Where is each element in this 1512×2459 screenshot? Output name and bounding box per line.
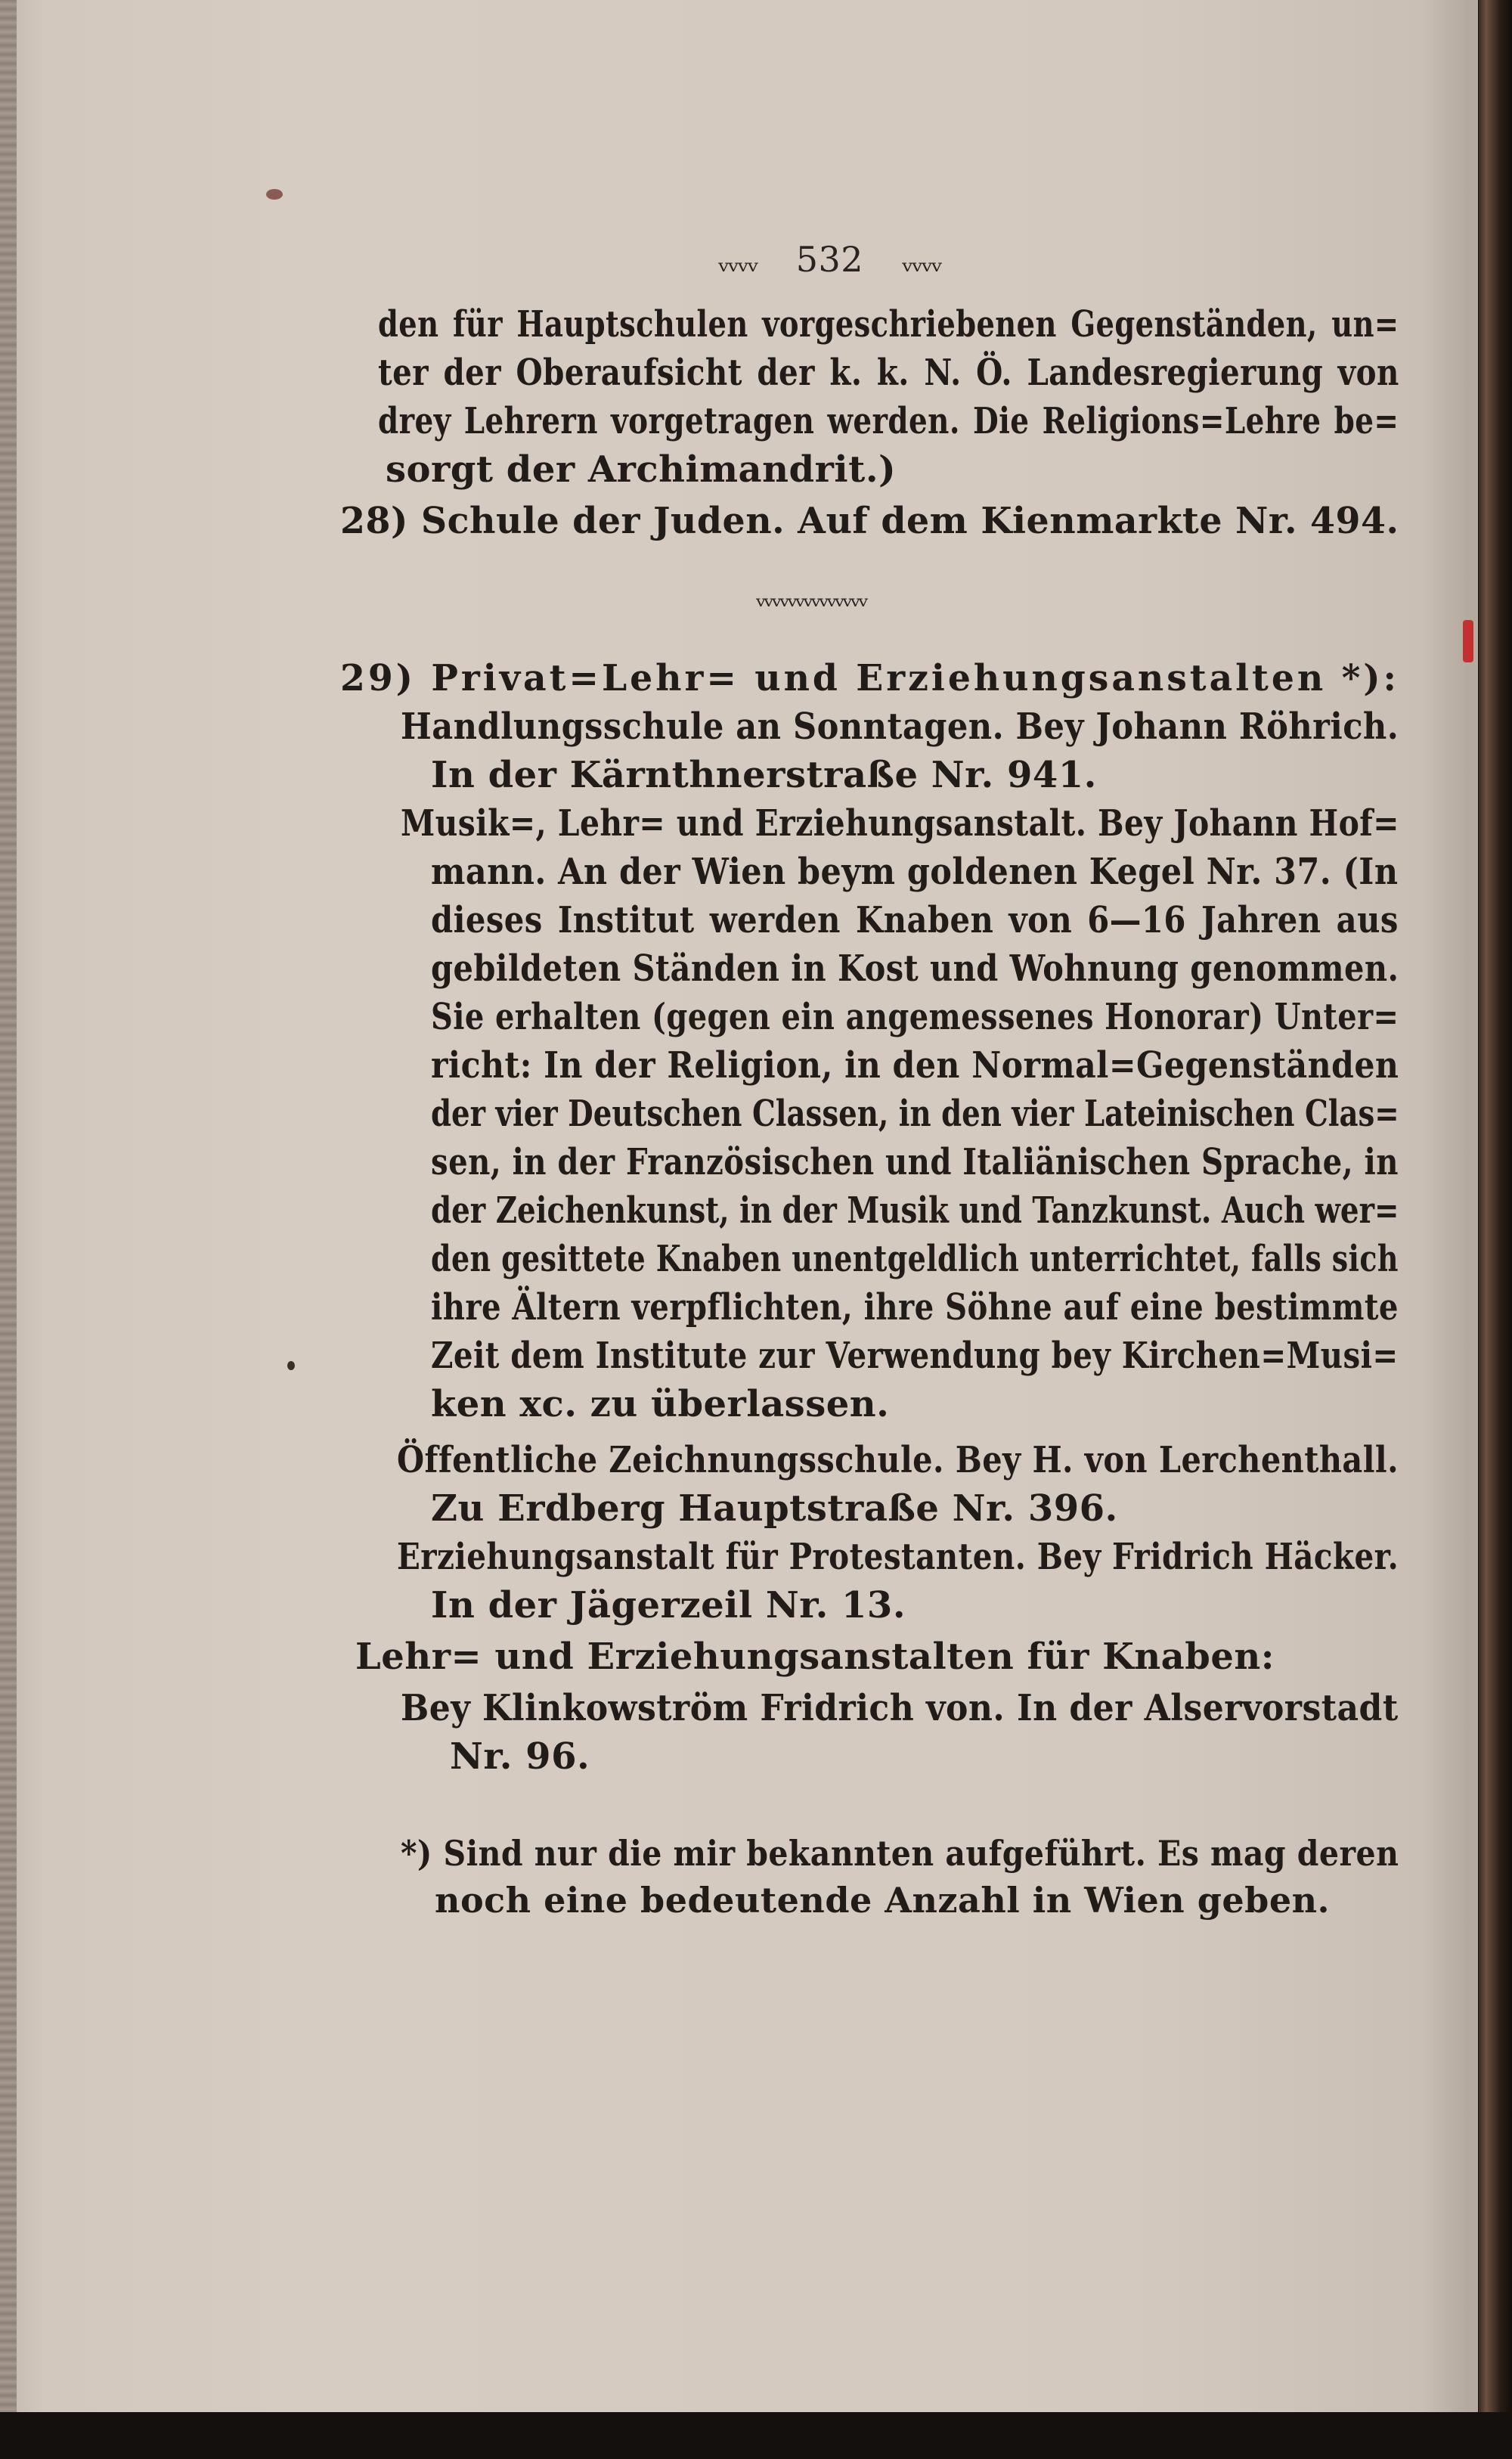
text-line: der vier Deutschen Classen, in den vier Lateinischen Clas= bbox=[431, 1093, 1399, 1135]
header-ornament-left: ᵥᵥᵥᵥ bbox=[718, 244, 758, 279]
subheading: Lehr= und Erziehungsanstalten für Knaben: bbox=[355, 1636, 1275, 1678]
text-line: Sie erhalten (gegen ein angemessenes Honorar) Unter= bbox=[431, 996, 1399, 1038]
entry-heading: 28) Schule der Juden. Auf dem Kienmarkte Nr. 494. bbox=[340, 500, 1399, 542]
text-line: Handlungsschule an Sonntagen. Bey Johann Röhrich. bbox=[401, 705, 1399, 748]
text-line: Bey Klinkowström Fridrich von. In der Alservorstadt bbox=[401, 1687, 1399, 1729]
paper-stain bbox=[266, 189, 283, 200]
text-line: ihre Ältern verpflichten, ihre Söhne auf eine bestimmte bbox=[431, 1286, 1399, 1329]
text-line: In der Jägerzeil Nr. 13. bbox=[431, 1584, 906, 1626]
text-line: Zeit dem Institute zur Verwendung bey Kirchen=Musi= bbox=[431, 1335, 1399, 1377]
book-binding bbox=[1479, 0, 1512, 2459]
text-line: Erziehungsanstalt für Protestanten. Bey Fridrich Häcker. bbox=[397, 1536, 1399, 1578]
red-mark bbox=[1463, 620, 1473, 662]
text-line: den für Hauptschulen vorgeschriebenen Gegenständen, un= bbox=[378, 303, 1399, 346]
entry-heading: 29) Privat=Lehr= und Erziehungsanstalten *): bbox=[340, 657, 1399, 699]
section-divider: ᵥᵥᵥᵥᵥᵥᵥᵥᵥᵥᵥᵥᵥᵥ bbox=[756, 582, 866, 613]
text-line: Zu Erdberg Hauptstraße Nr. 396. bbox=[431, 1487, 1118, 1530]
footnote-line: noch eine bedeutende Anzahl in Wien geben. bbox=[435, 1880, 1331, 1921]
header-ornament-right: ᵥᵥᵥᵥ bbox=[902, 244, 941, 279]
text-line: dieses Institut werden Knaben von 6—16 Jahren aus bbox=[431, 899, 1399, 941]
page-number: 532 bbox=[795, 239, 864, 280]
text-line: In der Kärnthnerstraße Nr. 941. bbox=[431, 754, 1097, 796]
page-header bbox=[718, 236, 941, 285]
ink-dot bbox=[287, 1361, 295, 1370]
text-line: richt: In der Religion, in den Normal=Gegenständen bbox=[431, 1044, 1399, 1087]
text-line: mann. An der Wien beym goldenen Kegel Nr. 37. (In bbox=[431, 851, 1399, 893]
text-line: der Zeichenkunst, in der Musik und Tanzkunst. Auch wer= bbox=[431, 1189, 1399, 1232]
text-line: Musik=, Lehr= und Erziehungsanstalt. Bey Johann Hof= bbox=[401, 802, 1399, 845]
footnote-line: *) Sind nur die mir bekannten aufgeführt. Es mag deren bbox=[401, 1833, 1399, 1874]
page-edge bbox=[0, 0, 17, 2412]
text-line: sorgt der Archimandrit.) bbox=[386, 448, 897, 491]
text-line: ken xc. zu überlassen. bbox=[431, 1383, 890, 1425]
text-line: gebildeten Ständen in Kost und Wohnung genommen. bbox=[431, 947, 1399, 990]
text-line: Nr. 96. bbox=[450, 1735, 590, 1778]
text-line: ter der Oberaufsicht der k. k. N. Ö. Landesregierung von bbox=[378, 352, 1399, 394]
text-line: drey Lehrern vorgetragen werden. Die Religions=Lehre be= bbox=[378, 400, 1399, 442]
bottom-shadow bbox=[0, 2412, 1512, 2459]
text-line: den gesittete Knaben unentgeldlich unterrichtet, falls sich bbox=[431, 1238, 1399, 1280]
text-line: Öffentliche Zeichnungsschule. Bey H. von Lerchenthall. bbox=[397, 1439, 1399, 1481]
text-line: sen, in der Französischen und Italiänischen Sprache, in bbox=[431, 1141, 1399, 1183]
